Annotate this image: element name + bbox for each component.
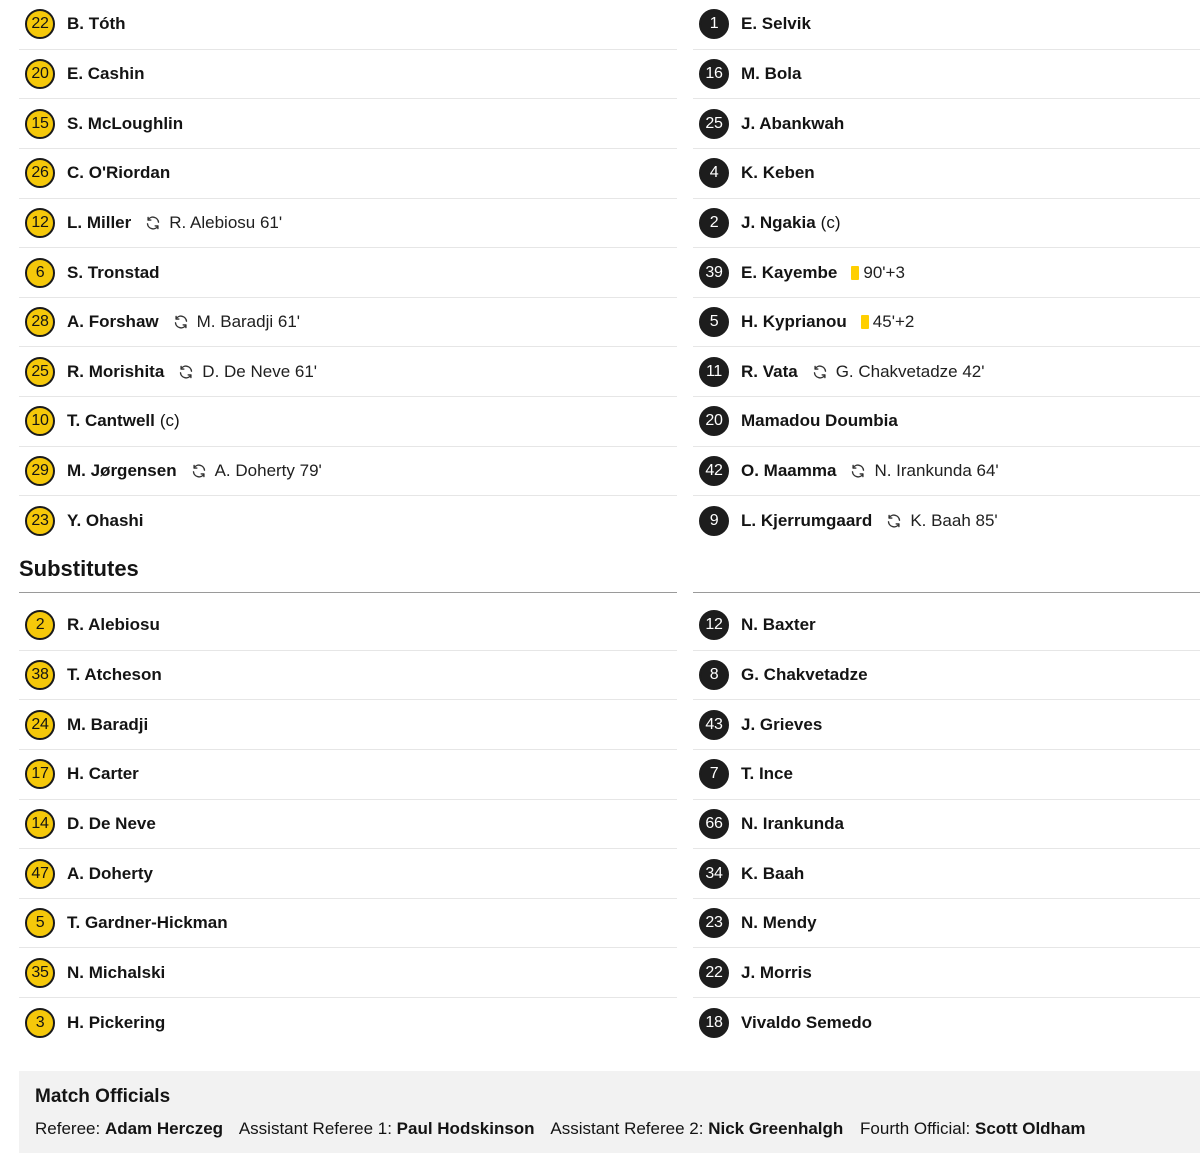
booking-minute: 90'+3: [863, 262, 905, 282]
home-substitute-player-row[interactable]: [19, 700, 677, 750]
player-name[interactable]: Mamadou Doumbia: [741, 411, 898, 431]
captain-marker: (c): [159, 411, 180, 431]
shirt-number-badge: 23: [699, 908, 729, 938]
away-substitutes-divider: [693, 592, 1200, 593]
shirt-number-badge: 66: [699, 809, 729, 839]
shirt-number-badge: 10: [25, 406, 55, 436]
official-role: Assistant Referee 1:: [238, 1119, 392, 1138]
shirt-number-badge: 22: [25, 9, 55, 39]
away-substitute-player-row[interactable]: [693, 948, 1200, 998]
shirt-number-badge: 26: [25, 158, 55, 188]
match-officials-panel: [19, 1071, 1200, 1153]
shirt-number-badge: 38: [25, 660, 55, 690]
shirt-number-badge: 6: [25, 258, 55, 288]
substitution-detail: G. Chakvetadze 42': [835, 361, 985, 381]
shirt-number-badge: 14: [25, 809, 55, 839]
player-name[interactable]: J. Abankwah: [741, 113, 845, 133]
player-name[interactable]: E. Kayembe: [741, 262, 838, 282]
player-name[interactable]: B. Tóth: [67, 14, 126, 34]
shirt-number-badge: 12: [25, 208, 55, 238]
substitution-detail: R. Alebiosu 61': [169, 212, 283, 232]
home-substitutes-list: [19, 601, 677, 1048]
shirt-number-badge: 23: [25, 506, 55, 536]
home-starter-player-row[interactable]: [19, 447, 677, 497]
player-name[interactable]: T. Gardner-Hickman: [67, 913, 228, 933]
player-name[interactable]: N. Mendy: [741, 913, 817, 933]
captain-marker: (c): [820, 212, 841, 232]
official-role: Fourth Official:: [860, 1119, 971, 1138]
player-name[interactable]: N. Irankunda: [741, 813, 844, 833]
official-assistant-referee-2: [550, 1119, 843, 1138]
away-substitute-player-row[interactable]: [693, 899, 1200, 949]
away-substitute-player-row[interactable]: [693, 700, 1200, 750]
away-starter-player-row[interactable]: [693, 149, 1200, 199]
substitution-arrows-icon: [886, 514, 902, 528]
shirt-number-badge: 7: [699, 759, 729, 789]
player-name[interactable]: L. Kjerrumgaard: [741, 511, 873, 531]
away-starter-player-row[interactable]: [693, 347, 1200, 397]
player-name[interactable]: Y. Ohashi: [67, 511, 144, 531]
substitution-arrows-icon: [145, 216, 161, 230]
player-name[interactable]: O. Maamma: [741, 461, 837, 481]
player-name[interactable]: R. Vata: [741, 361, 798, 381]
shirt-number-badge: 22: [699, 958, 729, 988]
player-name[interactable]: H. Carter: [67, 764, 139, 784]
booking-event: [861, 312, 915, 332]
shirt-number-badge: 1: [699, 9, 729, 39]
player-name[interactable]: T. Cantwell: [67, 411, 155, 431]
shirt-number-badge: 16: [699, 59, 729, 89]
substitution-arrows-icon: [850, 464, 866, 478]
player-name[interactable]: E. Selvik: [741, 14, 811, 34]
shirt-number-badge: 20: [699, 406, 729, 436]
shirt-number-badge: 11: [699, 357, 729, 387]
player-name[interactable]: T. Ince: [741, 764, 793, 784]
substitution-event: [173, 312, 300, 332]
shirt-number-badge: 3: [25, 1008, 55, 1038]
player-name[interactable]: C. O'Riordan: [67, 163, 171, 183]
shirt-number-badge: 29: [25, 456, 55, 486]
home-starter-player-row[interactable]: [19, 397, 677, 447]
substitution-arrows-icon: [191, 464, 207, 478]
away-starters-list: [693, 0, 1200, 546]
shirt-number-badge: 18: [699, 1008, 729, 1038]
player-name[interactable]: E. Cashin: [67, 63, 145, 83]
player-name[interactable]: S. Tronstad: [67, 262, 160, 282]
shirt-number-badge: 34: [699, 859, 729, 889]
substitution-detail: D. De Neve 61': [202, 361, 318, 381]
substitution-event: [886, 511, 997, 531]
booking-event: [851, 263, 905, 283]
player-name[interactable]: Vivaldo Semedo: [741, 1012, 873, 1032]
away-starter-player-row[interactable]: [693, 496, 1200, 546]
away-substitute-player-row[interactable]: [693, 601, 1200, 651]
shirt-number-badge: 43: [699, 710, 729, 740]
player-name[interactable]: N. Michalski: [67, 962, 166, 982]
yellow-card-icon: [861, 315, 869, 329]
shirt-number-badge: 17: [25, 759, 55, 789]
player-name[interactable]: T. Atcheson: [67, 664, 162, 684]
shirt-number-badge: 35: [25, 958, 55, 988]
player-name[interactable]: J. Morris: [741, 962, 812, 982]
home-starter-player-row[interactable]: [19, 496, 677, 546]
home-starter-player-row[interactable]: [19, 199, 677, 249]
away-substitute-player-row[interactable]: [693, 849, 1200, 899]
away-substitutes: [693, 601, 1200, 1048]
shirt-number-badge: 15: [25, 109, 55, 139]
away-starter-player-row[interactable]: [693, 248, 1200, 298]
player-name[interactable]: H. Kyprianou: [741, 312, 847, 332]
player-name[interactable]: K. Keben: [741, 163, 815, 183]
player-name[interactable]: J. Grieves: [741, 714, 823, 734]
player-name[interactable]: A. Doherty: [67, 863, 153, 883]
shirt-number-badge: 28: [25, 307, 55, 337]
shirt-number-badge: 2: [699, 208, 729, 238]
away-substitute-player-row[interactable]: [693, 800, 1200, 850]
shirt-number-badge: 5: [699, 307, 729, 337]
away-substitute-player-row[interactable]: [693, 651, 1200, 701]
home-starting-lineup: [19, 0, 677, 546]
shirt-number-badge: 25: [25, 357, 55, 387]
player-name[interactable]: K. Baah: [741, 863, 805, 883]
shirt-number-badge: 39: [699, 258, 729, 288]
away-starting-lineup: [693, 0, 1200, 546]
substitution-arrows-icon: [812, 365, 828, 379]
player-name[interactable]: S. McLoughlin: [67, 113, 184, 133]
official-assistant-referee-1: [239, 1119, 535, 1138]
shirt-number-badge: 24: [25, 710, 55, 740]
player-name[interactable]: D. De Neve: [67, 813, 156, 833]
player-name[interactable]: N. Baxter: [741, 615, 816, 635]
home-substitute-player-row[interactable]: [19, 899, 677, 949]
shirt-number-badge: 5: [25, 908, 55, 938]
home-substitutes: [19, 601, 677, 1048]
official-name: Nick Greenhalgh: [708, 1119, 844, 1138]
home-substitute-player-row[interactable]: [19, 651, 677, 701]
away-starter-player-row[interactable]: [693, 397, 1200, 447]
player-name[interactable]: A. Forshaw: [67, 312, 159, 332]
shirt-number-badge: 20: [25, 59, 55, 89]
home-substitute-player-row[interactable]: [19, 800, 677, 850]
substitution-event: [850, 461, 998, 481]
player-name[interactable]: M. Baradji: [67, 714, 149, 734]
official-role: Referee:: [35, 1119, 101, 1138]
away-starter-player-row[interactable]: [693, 0, 1200, 50]
match-officials-heading: Match Officials: [35, 1086, 171, 1107]
substitutes-heading: Substitutes: [19, 556, 139, 581]
booking-minute: 45'+2: [872, 312, 915, 332]
away-starter-player-row[interactable]: [693, 50, 1200, 100]
away-starter-player-row[interactable]: [693, 298, 1200, 348]
home-substitute-player-row[interactable]: [19, 601, 677, 651]
shirt-number-badge: 2: [25, 610, 55, 640]
substitution-detail: N. Irankunda 64': [874, 461, 999, 481]
official-name: Scott Oldham: [975, 1119, 1086, 1138]
substitution-event: [812, 362, 985, 382]
official-fourth-official: [860, 1119, 1085, 1138]
home-substitute-player-row[interactable]: [19, 750, 677, 800]
official-name: Paul Hodskinson: [396, 1119, 535, 1138]
away-starter-player-row[interactable]: [693, 99, 1200, 149]
away-substitute-player-row[interactable]: [693, 750, 1200, 800]
shirt-number-badge: 25: [699, 109, 729, 139]
match-officials-list: [35, 1119, 1184, 1139]
shirt-number-badge: 47: [25, 859, 55, 889]
home-starters-list: [19, 0, 677, 546]
official-referee: [35, 1119, 223, 1138]
official-role: Assistant Referee 2:: [550, 1119, 704, 1138]
player-name[interactable]: R. Alebiosu: [67, 615, 160, 635]
home-starter-player-row[interactable]: [19, 149, 677, 199]
substitution-event: [178, 362, 317, 382]
home-starter-player-row[interactable]: [19, 298, 677, 348]
player-name[interactable]: M. Jørgensen: [67, 461, 177, 481]
substitution-arrows-icon: [173, 315, 189, 329]
home-starter-player-row[interactable]: [19, 50, 677, 100]
player-name[interactable]: R. Morishita: [67, 361, 165, 381]
shirt-number-badge: 8: [699, 660, 729, 690]
substitution-arrows-icon: [178, 365, 194, 379]
home-starter-player-row[interactable]: [19, 0, 677, 50]
home-substitute-player-row[interactable]: [19, 948, 677, 998]
away-starter-player-row[interactable]: [693, 447, 1200, 497]
home-starter-player-row[interactable]: [19, 99, 677, 149]
shirt-number-badge: 9: [699, 506, 729, 536]
substitution-event: [145, 213, 282, 233]
substitution-detail: M. Baradji 61': [196, 312, 301, 332]
away-substitutes-list: [693, 601, 1200, 1048]
player-name[interactable]: G. Chakvetadze: [741, 664, 868, 684]
home-substitute-player-row[interactable]: [19, 849, 677, 899]
shirt-number-badge: 42: [699, 456, 729, 486]
away-substitute-player-row[interactable]: [693, 998, 1200, 1048]
player-name[interactable]: L. Miller: [67, 212, 132, 232]
home-substitute-player-row[interactable]: [19, 998, 677, 1048]
home-starter-player-row[interactable]: [19, 248, 677, 298]
yellow-card-icon: [851, 266, 859, 280]
shirt-number-badge: 12: [699, 610, 729, 640]
home-starter-player-row[interactable]: [19, 347, 677, 397]
official-name: Adam Herczeg: [104, 1119, 224, 1138]
shirt-number-badge: 4: [699, 158, 729, 188]
substitution-event: [191, 461, 322, 481]
substitution-detail: K. Baah 85': [910, 511, 998, 531]
home-substitutes-divider: [19, 592, 677, 593]
away-starter-player-row[interactable]: [693, 199, 1200, 249]
player-name[interactable]: J. Ngakia: [741, 212, 816, 232]
player-name[interactable]: H. Pickering: [67, 1012, 166, 1032]
substitution-detail: A. Doherty 79': [214, 461, 322, 481]
player-name[interactable]: M. Bola: [741, 63, 802, 83]
